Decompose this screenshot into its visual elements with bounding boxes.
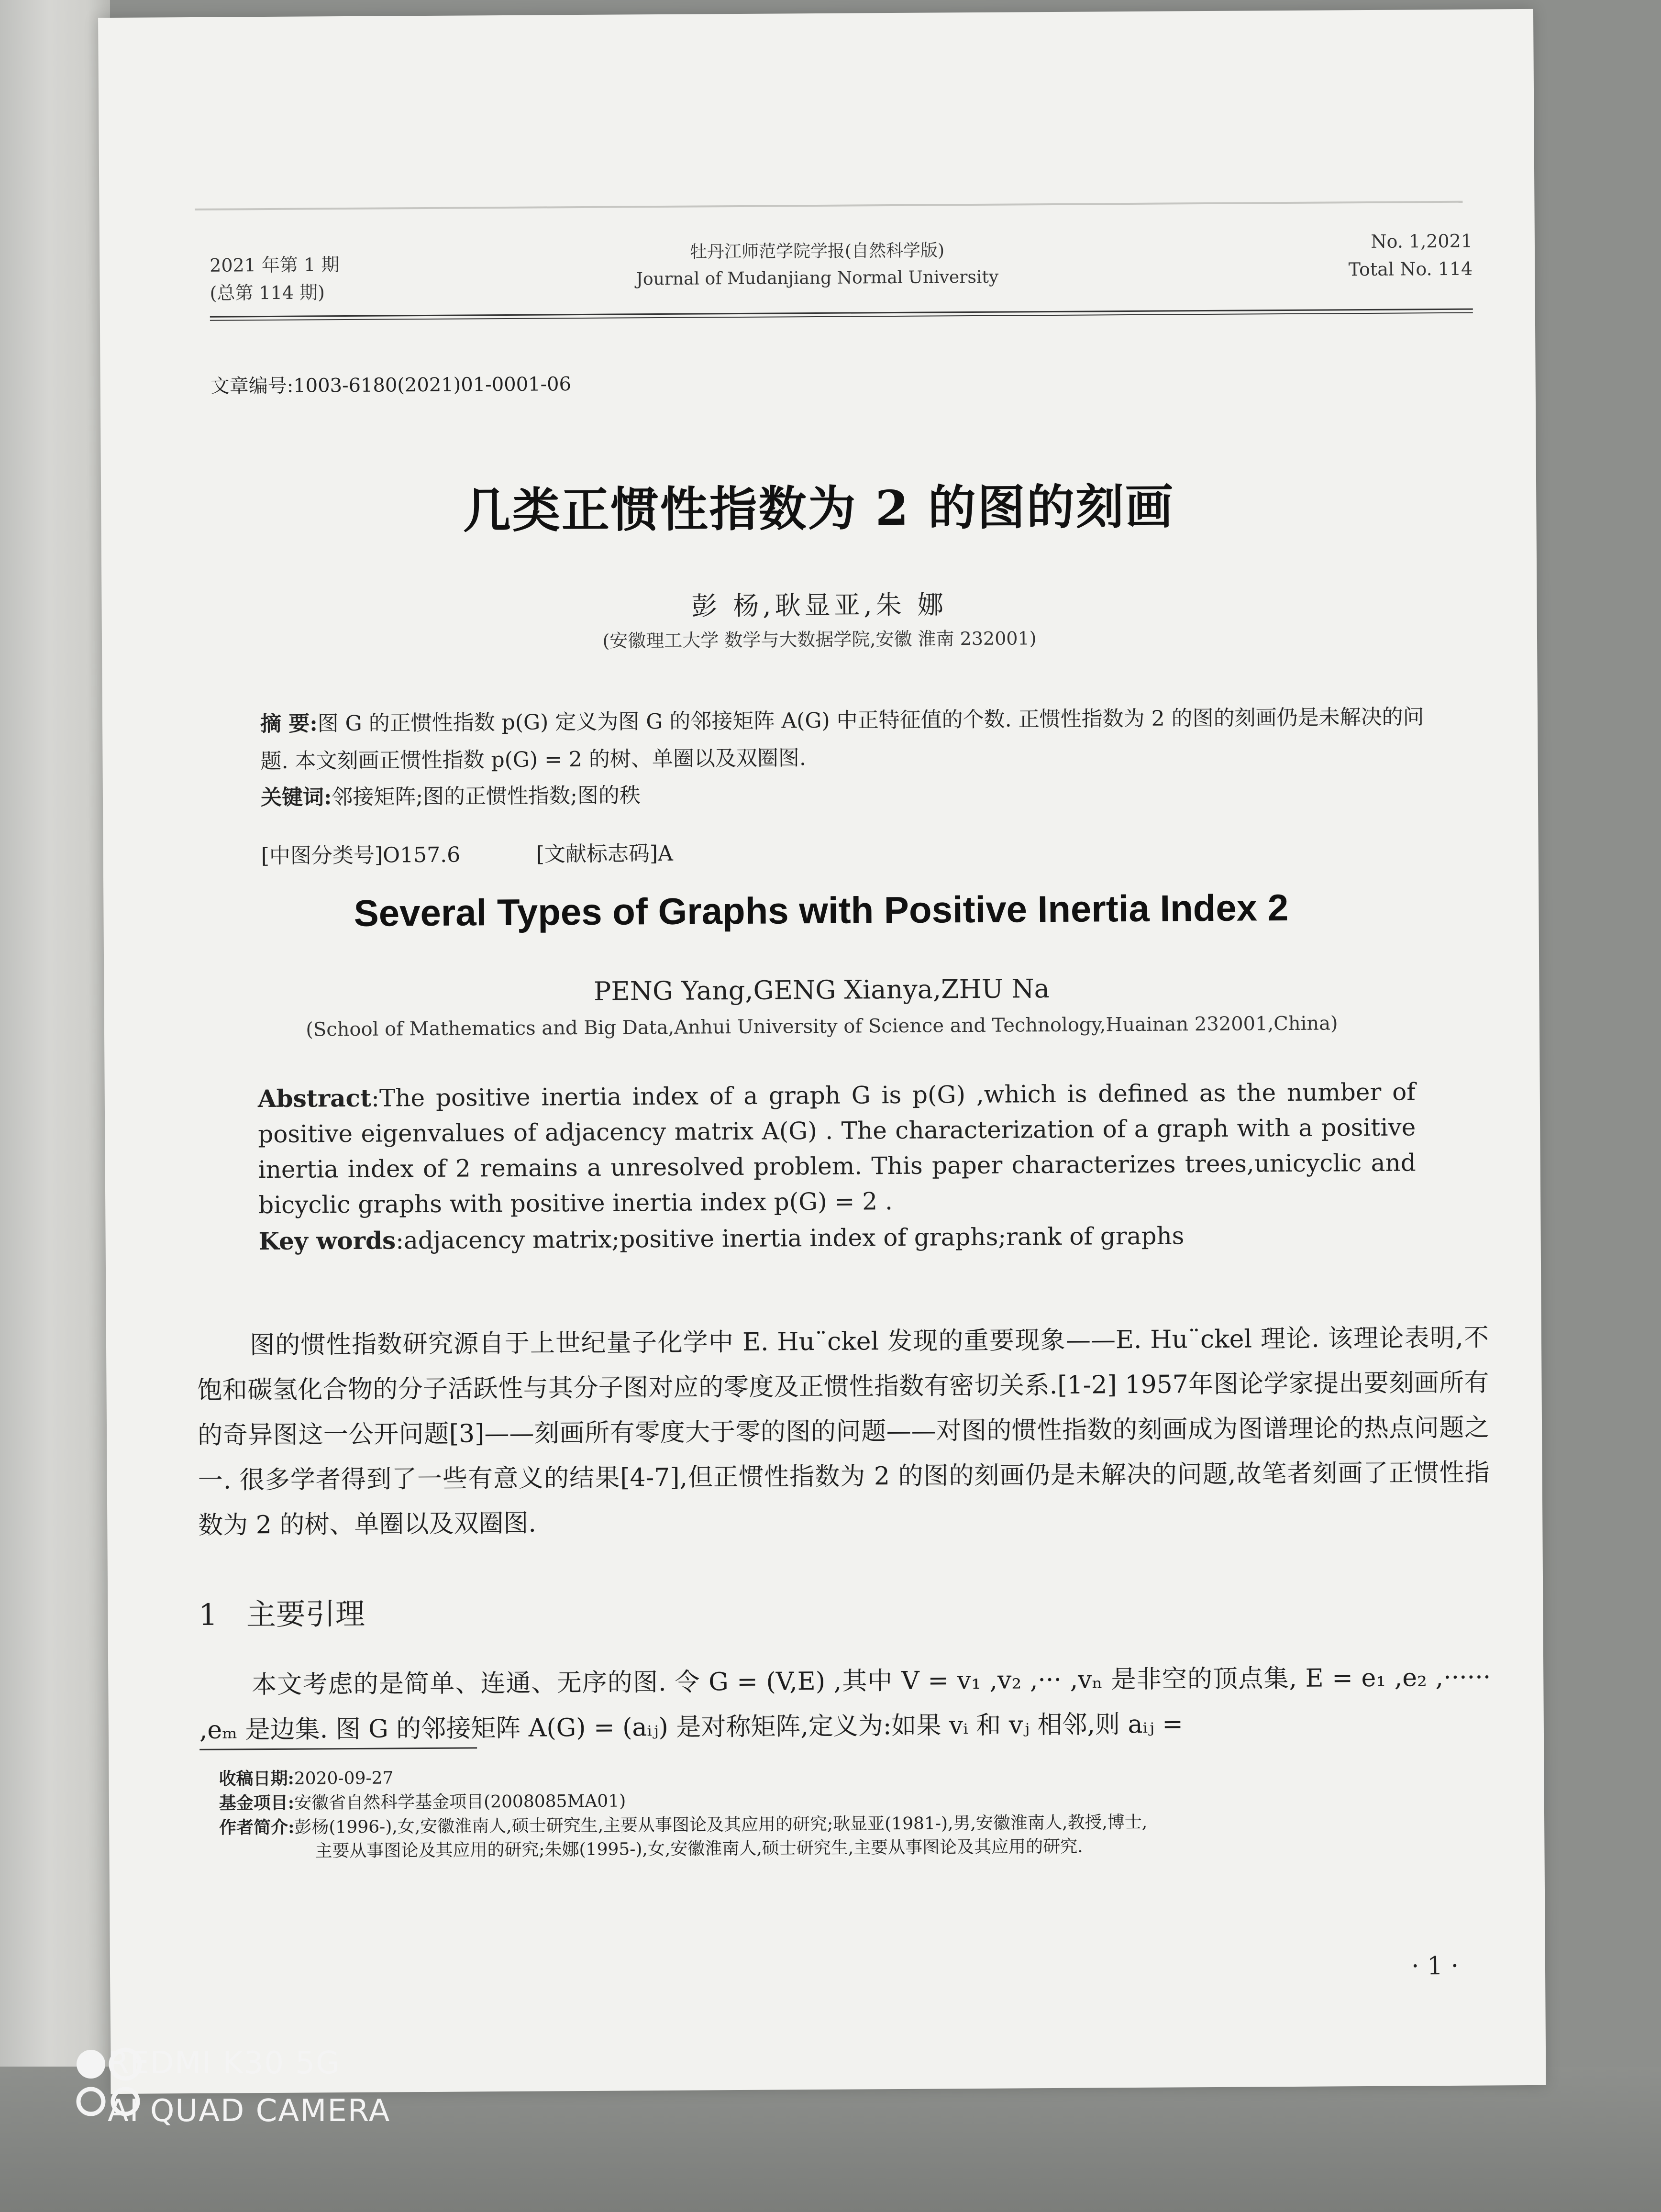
abstract-en [258, 1074, 1417, 1223]
journal-cn: 牡丹江师范学院学报(自然科学版) [689, 241, 945, 262]
author-text-1: 彭杨(1996-),女,安徽淮南人,硕士研究生,主要从事图论及其应用的研究;耿显亚(1981-),男,安徽淮南人,教授,博士, [294, 1812, 1148, 1837]
authors-cn: 彭 杨,耿显亚,朱 娜 [691, 589, 948, 621]
camera-model: REDMI K30 5G [108, 2046, 341, 2081]
fund-text: 安徽省自然科学基金项目(2008085MA01) [294, 1791, 626, 1813]
issue-info-cn [210, 251, 340, 307]
author-text-2: 主要从事图论及其应用的研究;朱娜(1995-),女,安徽淮南人,硕士研究生,主要从事图论及其应用的研究. [315, 1836, 1083, 1861]
keywords-en-label: Key words [258, 1226, 396, 1256]
author-label: 作者简介: [219, 1817, 295, 1838]
title-en: Several Types of Graphs with Positive Inertia Index 2 [354, 886, 1289, 934]
keywords-cn-label: 关键词: [260, 785, 332, 810]
keywords-en-text: :adjacency matrix;positive inertia index of graphs;rank of graphs [395, 1222, 1185, 1255]
title-cn: 几类正惯性指数为 2 的图的刻画 [463, 478, 1175, 539]
total-en: Total No. 114 [1348, 258, 1473, 280]
footnotes [219, 1759, 1492, 1864]
keywords-cn [261, 778, 641, 811]
fund-label: 基金项目: [219, 1792, 295, 1814]
keywords-cn-text: 邻接矩阵;图的正惯性指数;图的秩 [332, 783, 641, 810]
abstract-cn-text: 图 G 的正惯性指数 p(G) 定义为图 G 的邻接矩阵 A(G) 中正特征值的个数. 正惯性指数为 2 的图的刻画仍是未解决的问题. 本文刻画正惯性指数 p(G) = 2 的树、单圈以及双圈图. [260, 705, 1424, 774]
issue-en: No. 1,2021 [1371, 230, 1473, 252]
document-code: [文献标志码]A [536, 841, 673, 867]
camera-subtitle: AI QUAD CAMERA [108, 2093, 391, 2129]
adjacent-page-edge [0, 0, 110, 2212]
issue-info-en [1248, 227, 1473, 284]
article-number: 文章编号:1003-6180(2021)01-0001-06 [210, 373, 572, 398]
received-label: 收稿日期: [219, 1768, 294, 1789]
section-paragraph: 本文考虑的是简单、连通、无序的图. 令 G = (V,E) ,其中 V = v₁ ,v₂ ,··· ,vₙ 是非空的顶点集, E = e₁ ,e₂ ,······ ,eₘ 是边集. 图 G 的邻接矩阵 A(G) = (aᵢⱼ) 是对称矩阵,定义为:如果 vᵢ 和 vⱼ 相邻,则 aᵢⱼ = [199, 1663, 1491, 1745]
section-heading [199, 1590, 365, 1634]
header-rule [210, 309, 1473, 321]
intro-paragraph: 图的惯性指数研究源自于上世纪量子化学中 E. Hu¨ckel 发现的重要现象——E. Hu¨ckel 理论. 该理论表明,不饱和碳氢化合物的分子活跃性与其分子图对应的零度及正惯性指数有密切关系.[1-2] 1957年图论学家提出要刻画所有的奇异图这一公开问题[3]——刻画所有零度大于零的图的问题——对图的惯性指数的刻画成为图谱理论的热点问题之一. 很多学者得到了一些有意义的结果[4-7],但正惯性指数为 2 的图的刻画仍是未解决的问题,故笔者刻画了正惯性指数为 2 的树、单圈以及双圈图. [197, 1323, 1490, 1540]
affiliation-en: (School of Mathematics and Big Data,Anhui University of Science and Technology,Huainan 232001,China) [306, 1012, 1338, 1041]
total-cn: (总第 114 期) [210, 282, 325, 304]
journal-page [98, 9, 1546, 2094]
authors-en: PENG Yang,GENG Xianya,ZHU Na [593, 973, 1050, 1006]
page-number: · 1 · [1411, 1951, 1459, 1981]
keywords-en [258, 1221, 1184, 1255]
affiliation-cn: (安徽理工大学 数学与大数据学院,安徽 淮南 232001) [602, 628, 1037, 652]
section-title: 主要引理 [246, 1596, 365, 1632]
received-date: 2020-09-27 [294, 1768, 394, 1789]
journal-name [578, 237, 1057, 293]
bleed-through-rule [195, 201, 1462, 210]
issue-cn: 2021 年第 1 期 [210, 254, 340, 276]
abstract-cn [260, 698, 1433, 780]
abstract-en-label: Abstract [257, 1084, 372, 1113]
abstract-en-text: :The positive inertia index of a graph G is p(G) ,which is defined as the number of positive eigenvalues of adjacency matrix A(G) . The characterization of a graph with a positive inertia index of 2 remains a unresolved problem. This paper characterizes trees,unicyclic and bicyclic graphs with positive inertia index p(G) = 2 . [258, 1078, 1416, 1219]
journal-en: Journal of Mudanjiang Normal University [636, 267, 999, 289]
abstract-cn-label: 摘 要: [260, 711, 318, 737]
classification-code: [中图分类号]O157.6 [261, 842, 461, 869]
section-number: 1 [199, 1597, 218, 1632]
